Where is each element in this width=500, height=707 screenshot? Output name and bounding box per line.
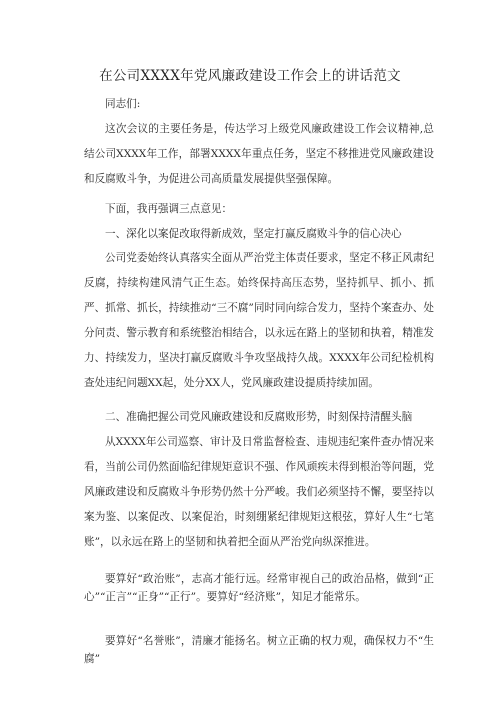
greeting: 同志们: [105, 98, 141, 110]
section-heading-2: 二、准确把握公司党风廉政建设和反腐败形势，时刻保持清醒头脑 [105, 411, 413, 423]
paragraph-section-1-body: 公司党委始终认真落实全面从严治党主体责任要求，坚定不移正风肃纪反腐，持续构建风清气正生态。始终保持高压态势，坚持抓早、抓小、抓严、抓常、抓长，持续推动“三不腐”同时同向综合发力，坚持个案查办、处分问责、警示教育和系统整治相结合，以永远在路上的坚韧和执着，精准发力、持续发力，坚决打赢反腐败斗争攻坚战持久战。XXXX年公司纪检机构查处违纪问题XX起，处分XX人，党风廉政建设提质持续加固。 [84, 252, 434, 389]
document-title: 在公司XXXX年党风廉政建设工作会上的讲话范文 [99, 68, 401, 84]
paragraph-political-account: 要算好“政治账”，志高才能行远。经常审视自己的政治品格，做到“正心”“正言”“正身”“正行”。要算好“经济账”，知足才能常乐。 [84, 573, 434, 603]
paragraph-section-2-body: 从XXXX年公司巡察、审计及日常监督检查、违规违纪案件查办情况来看，当前公司仍然面临纪律规矩意识不强、作风顽疾未得到根治等问题，党风廉政建设和反腐败斗争形势仍然十分严峻。我们必须坚持不懈，要坚持以案为鉴、以案促改、以案促治，时刻绷紧纪律规矩这根弦，算好人生“七笔账”，以永远在路上的坚韧和执着把全面从严治党向纵深推进。 [84, 436, 434, 548]
section-heading-1: 一、深化以案促改取得新成效，坚定打赢反腐败斗争的信心决心 [105, 228, 402, 240]
paragraph-reputation-account: 要算好“名誉账”，清廉才能扬名。树立正确的权力观，确保权力不“生腐” [84, 635, 434, 665]
paragraph-intro-points: 下面，我再强调三点意见： [105, 203, 233, 215]
paragraph-meeting-task: 这次会议的主要任务是，传达学习上级党风廉政建设工作会议精神,总结公司XXXX年工作，部署XXXX年重点任务，坚定不移推进党风廉政建设和反腐败斗争，为促进公司高质量发展提供坚强保障。 [84, 123, 434, 185]
